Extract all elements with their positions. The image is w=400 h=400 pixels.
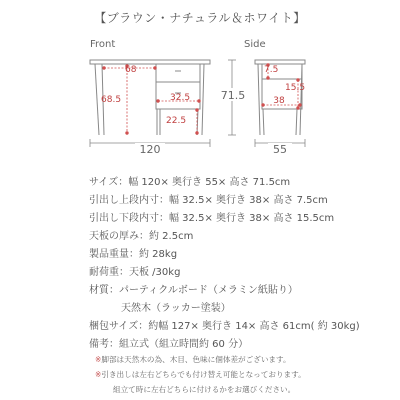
spec-material-natural-wood: 天然木（ラッカー塗装） <box>121 303 231 314</box>
dim-inner-width-label: 68 <box>125 65 137 75</box>
spec-package-size: 梱包サイズ：約幅 127× 奥行き 14× 高さ 61cm( 約 30kg) <box>89 321 360 332</box>
spec-weight: 製品重量：約 28kg <box>89 249 178 260</box>
note-drawer-side <box>95 369 306 380</box>
dim-drawer-height-label: 22.5 <box>166 116 187 126</box>
dim-drawer-top-height-label: 7.5 <box>264 65 279 75</box>
note-text: 引き出しは左右どちらでも付け替え可能となっております。 <box>101 370 306 379</box>
note-mark: ※ <box>95 370 102 379</box>
dim-drawer-depth-label: 38 <box>273 96 285 106</box>
dim-total-depth-label: 55 <box>273 143 287 156</box>
spec-drawer-bottom: 引出し下段内寸：幅 32.5× 奥行き 38× 高さ 15.5cm <box>89 213 335 224</box>
note-mark: ※ <box>95 355 102 364</box>
spec-top-thickness: 天板の厚み：約 2.5cm <box>89 231 194 242</box>
note-assembly-choice: 組立て時に左右どちらに付けるかをお選びください。 <box>113 385 296 394</box>
dim-leg-height-label: 68.5 <box>101 95 122 105</box>
dim-total-height-label: 71.5 <box>220 89 246 102</box>
spec-remarks: 備考：組立式（組立時間約 60 分） <box>89 339 249 350</box>
spec-drawer-top: 引出し上段内寸：幅 32.5× 奥行き 38× 高さ 7.5cm <box>89 195 328 206</box>
spec-load-capacity: 耐荷重：天板 /30kg <box>89 267 181 278</box>
note-leg-wood <box>95 354 291 365</box>
dim-drawer-bottom-height-label: 15.5 <box>285 83 306 93</box>
note-text: 脚部は天然木の為、木目、色味に個体差がございます。 <box>101 355 291 364</box>
front-view-label: Front <box>90 39 116 50</box>
spec-size: サイズ：幅 120× 奥行き 55× 高さ 71.5cm <box>89 177 291 188</box>
spec-material: 材質：パーティクルボード（メラミン紙貼り） <box>89 285 298 296</box>
dim-total-width-label: 120 <box>139 143 161 156</box>
dimension-diagram <box>0 0 400 165</box>
page-title: 【ブラウン・ナチュラル＆ホワイト】 <box>94 11 306 25</box>
side-view-label: Side <box>244 39 266 50</box>
dim-drawer-width-label: 32.5 <box>170 93 191 103</box>
